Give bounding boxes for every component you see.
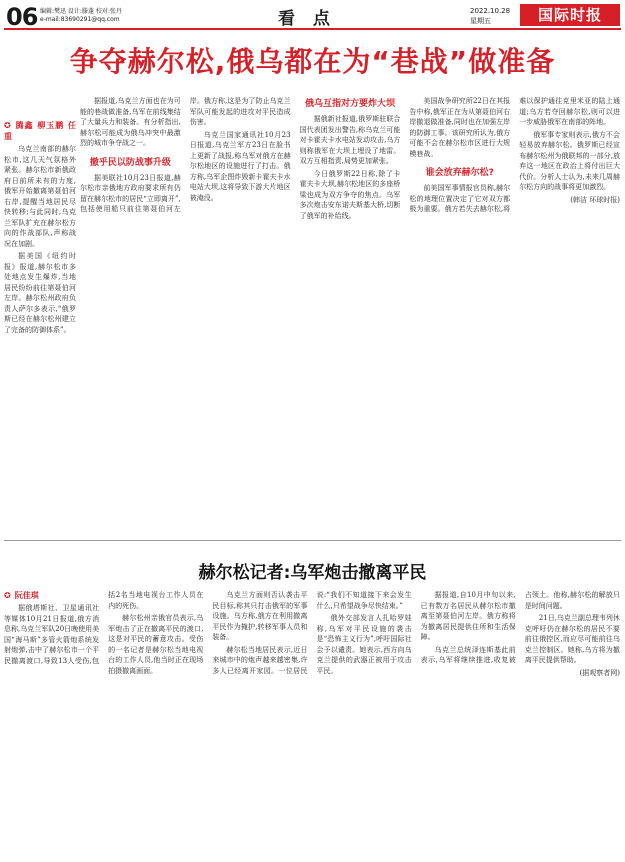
article1-paragraph: 今日俄罗斯22日称,除了卡霍夫卡大坝,赫尔松地区的多座桥梁也成为双方争夺的焦点。乌军多次炮击安东诺夫斯基大桥,切断了俄军的补给线。	[299, 169, 401, 220]
byline-star-icon: ✪	[4, 591, 11, 600]
article1-byline: ✪ 腾鑫 柳玉鹏 任重	[4, 121, 76, 141]
article1-subhead: 俄乌互指对方要炸大坝	[304, 99, 395, 109]
article1-subhead: 谁会放弃赫尔松?	[425, 168, 494, 178]
article2-paragraph: 乌克兰方面则否认袭击平民目标,称其只打击俄军的军事设施。乌方称,俄方在利用撤离平民作为掩护,转移军事人员和装备。	[212, 591, 308, 641]
article1-lead-column	[4, 120, 76, 534]
article2-paragraph: 乌克兰总统泽连斯基此前表示,乌军将继续推进,收复被占领土。他称,赫尔松的解放只是时间问题。	[420, 591, 620, 664]
second-headline: 赫尔松记者:乌军炮击撤离平民	[198, 563, 427, 583]
date-line: 2022.10.28	[470, 7, 511, 15]
section-title: 看 点	[278, 9, 336, 29]
article1-body	[80, 96, 620, 538]
article2-paragraph: 据俄塔斯社、卫星通讯社等媒体10月21日报道,俄方消息称,乌克兰军队20日晚使用美国“海马斯”多管火箭炮系统发射炮弹,击中了赫尔松市一个平民撤离渡口,导致13人受伤,包括2名当地电视台工作人员在内的死伤。	[4, 591, 204, 665]
article1-paragraph: 俄军事专家则表示,俄方不会轻易放弃赫尔松。俄罗斯已经宣布赫尔松州为俄联邦的一部分,放弃这一地区在政治上将付出巨大代价。分析人士认为,未来几周赫尔松方向的战事将更加激烈。	[519, 130, 620, 191]
article1-source: (韩洁 环球时报)	[570, 195, 620, 204]
article1-subhead: 撤乎民以防战事升级	[89, 157, 171, 168]
issue-date	[470, 6, 510, 26]
byline-star-icon: ✪	[4, 121, 11, 130]
article2-body	[4, 590, 620, 860]
article2-paragraph: 赫尔松州亲俄官员表示,乌军炮击了正在撤离平民的渡口,这是对平民的蓄意攻击。受伤的一名记者是赫尔松当地电视台的工作人员,他当时正在现场拍摄撤离画面。	[108, 614, 204, 675]
article2-paragraph: 据报道,自10月中旬以来,已有数万名居民从赫尔松市撤离至第聂伯河左岸。俄方称将为撤离居民提供住所和生活保障。	[420, 591, 516, 641]
article1-paragraph: 前美国军事情报官员称,赫尔松的地理位置决定了它对双方都极为重要。俄方若失去赫尔松,将难以保护通往克里米亚的陆上通道;乌方若夺回赫尔松,则可以进一步威胁俄军在南部的阵地。	[409, 97, 620, 213]
article2-paragraph: 赫尔松当地居民表示,近日来城市中的炮声越来越密集,许多人已经离开家园。一位居民说:“我们不知道接下来会发生什么,只希望战争尽快结束。”	[212, 591, 412, 675]
article1-paragraph: 美国战争研究所22日在其报告中称,俄军正在为从第聂伯河右岸撤退做准备,同时也在加强左岸的防御工事。该研究所认为,俄方可能不会在赫尔松市区进行大规模巷战。	[409, 97, 511, 158]
weekday-line: 星期五	[470, 17, 491, 25]
header-rule	[4, 28, 621, 30]
main-headline: 争夺赫尔松,俄乌都在为“巷战”做准备	[69, 45, 556, 78]
editor-credits	[40, 8, 122, 24]
article1-paragraph: 据美国《纽约时报》报道,赫尔松市多处地点发生爆炸,当地居民纷纷前往第聂伯河左岸。赫尔松州政府负责人萨尔多表示,“俄罗斯已经在赫尔松州建立了完备的防御体系”。	[4, 252, 76, 334]
article1-paragraph: 乌克兰南部的赫尔松市,这几天气氛格外紧张。赫尔松市新俄政府日前所未有的力度,俄军开始撤离第聂伯河右岸,提醒当地居民尽快转移;与此同时,乌克兰军队扩充在赫尔松方向的作战部队,声称战况在加剧。	[4, 145, 76, 248]
article2-paragraph: 俄外交部发言人扎哈罗娃称,乌军对平民设施的袭击是“恐怖主义行为”,呼吁国际社会予以谴责。她表示,西方向乌克兰提供的武器正被用于攻击平民。	[316, 614, 412, 675]
article2-source: (据观察者网)	[579, 668, 620, 677]
editors-line: 编辑:樊迅 设计:滕蓬 校对:张丹	[40, 8, 122, 15]
article1-paragraph: 据报道,乌克兰方面也在为可能的巷战做准备,乌军在前线集结了大量兵力和装备。有分析指出,赫尔松可能成为俄乌冲突中最激烈的城市争夺战之一。	[80, 97, 181, 147]
email-line: e-mail:83690291@qq.com	[40, 16, 120, 23]
article1-paragraph: 据美联社10月23日报道,赫尔松市亲俄地方政府要求所有仍留在赫尔松市的居民“立即离开”,包括使用船只前往第聂伯河左岸。俄方称,这是为了防止乌克兰军队可能发起的进攻对平民造成伤害。	[80, 97, 291, 213]
article2-byline: ✪ 阮佳琪	[4, 591, 39, 600]
article1-paragraph: 乌克兰国家通讯社10月23日报道,乌克兰军方23日在脸书上更新了战报,称乌军对俄方在赫尔松地区的设施进行了打击。俄方称,乌军企图炸毁新卡霍夫卡水电站大坝,这将导致下游大片地区被淹没。	[189, 130, 291, 202]
article2-paragraph: 21日,乌克兰副总理韦列休克呼吁仍在赫尔松的居民不要前往俄控区,而应尽可能前往乌克兰控制区。她称,乌方将为撤离平民提供帮助。	[524, 614, 620, 664]
article1-paragraph: 据俄新社报道,俄罗斯驻联合国代表团发出警告,称乌克兰可能对卡霍夫卡水电站发动攻击,乌方则称俄军在大坝上埋设了地雷。双方互相指责,局势更加紧张。	[299, 115, 401, 165]
page-number: 06	[6, 3, 38, 31]
masthead-logo: 国际时报	[520, 4, 620, 26]
article-divider	[4, 540, 621, 541]
